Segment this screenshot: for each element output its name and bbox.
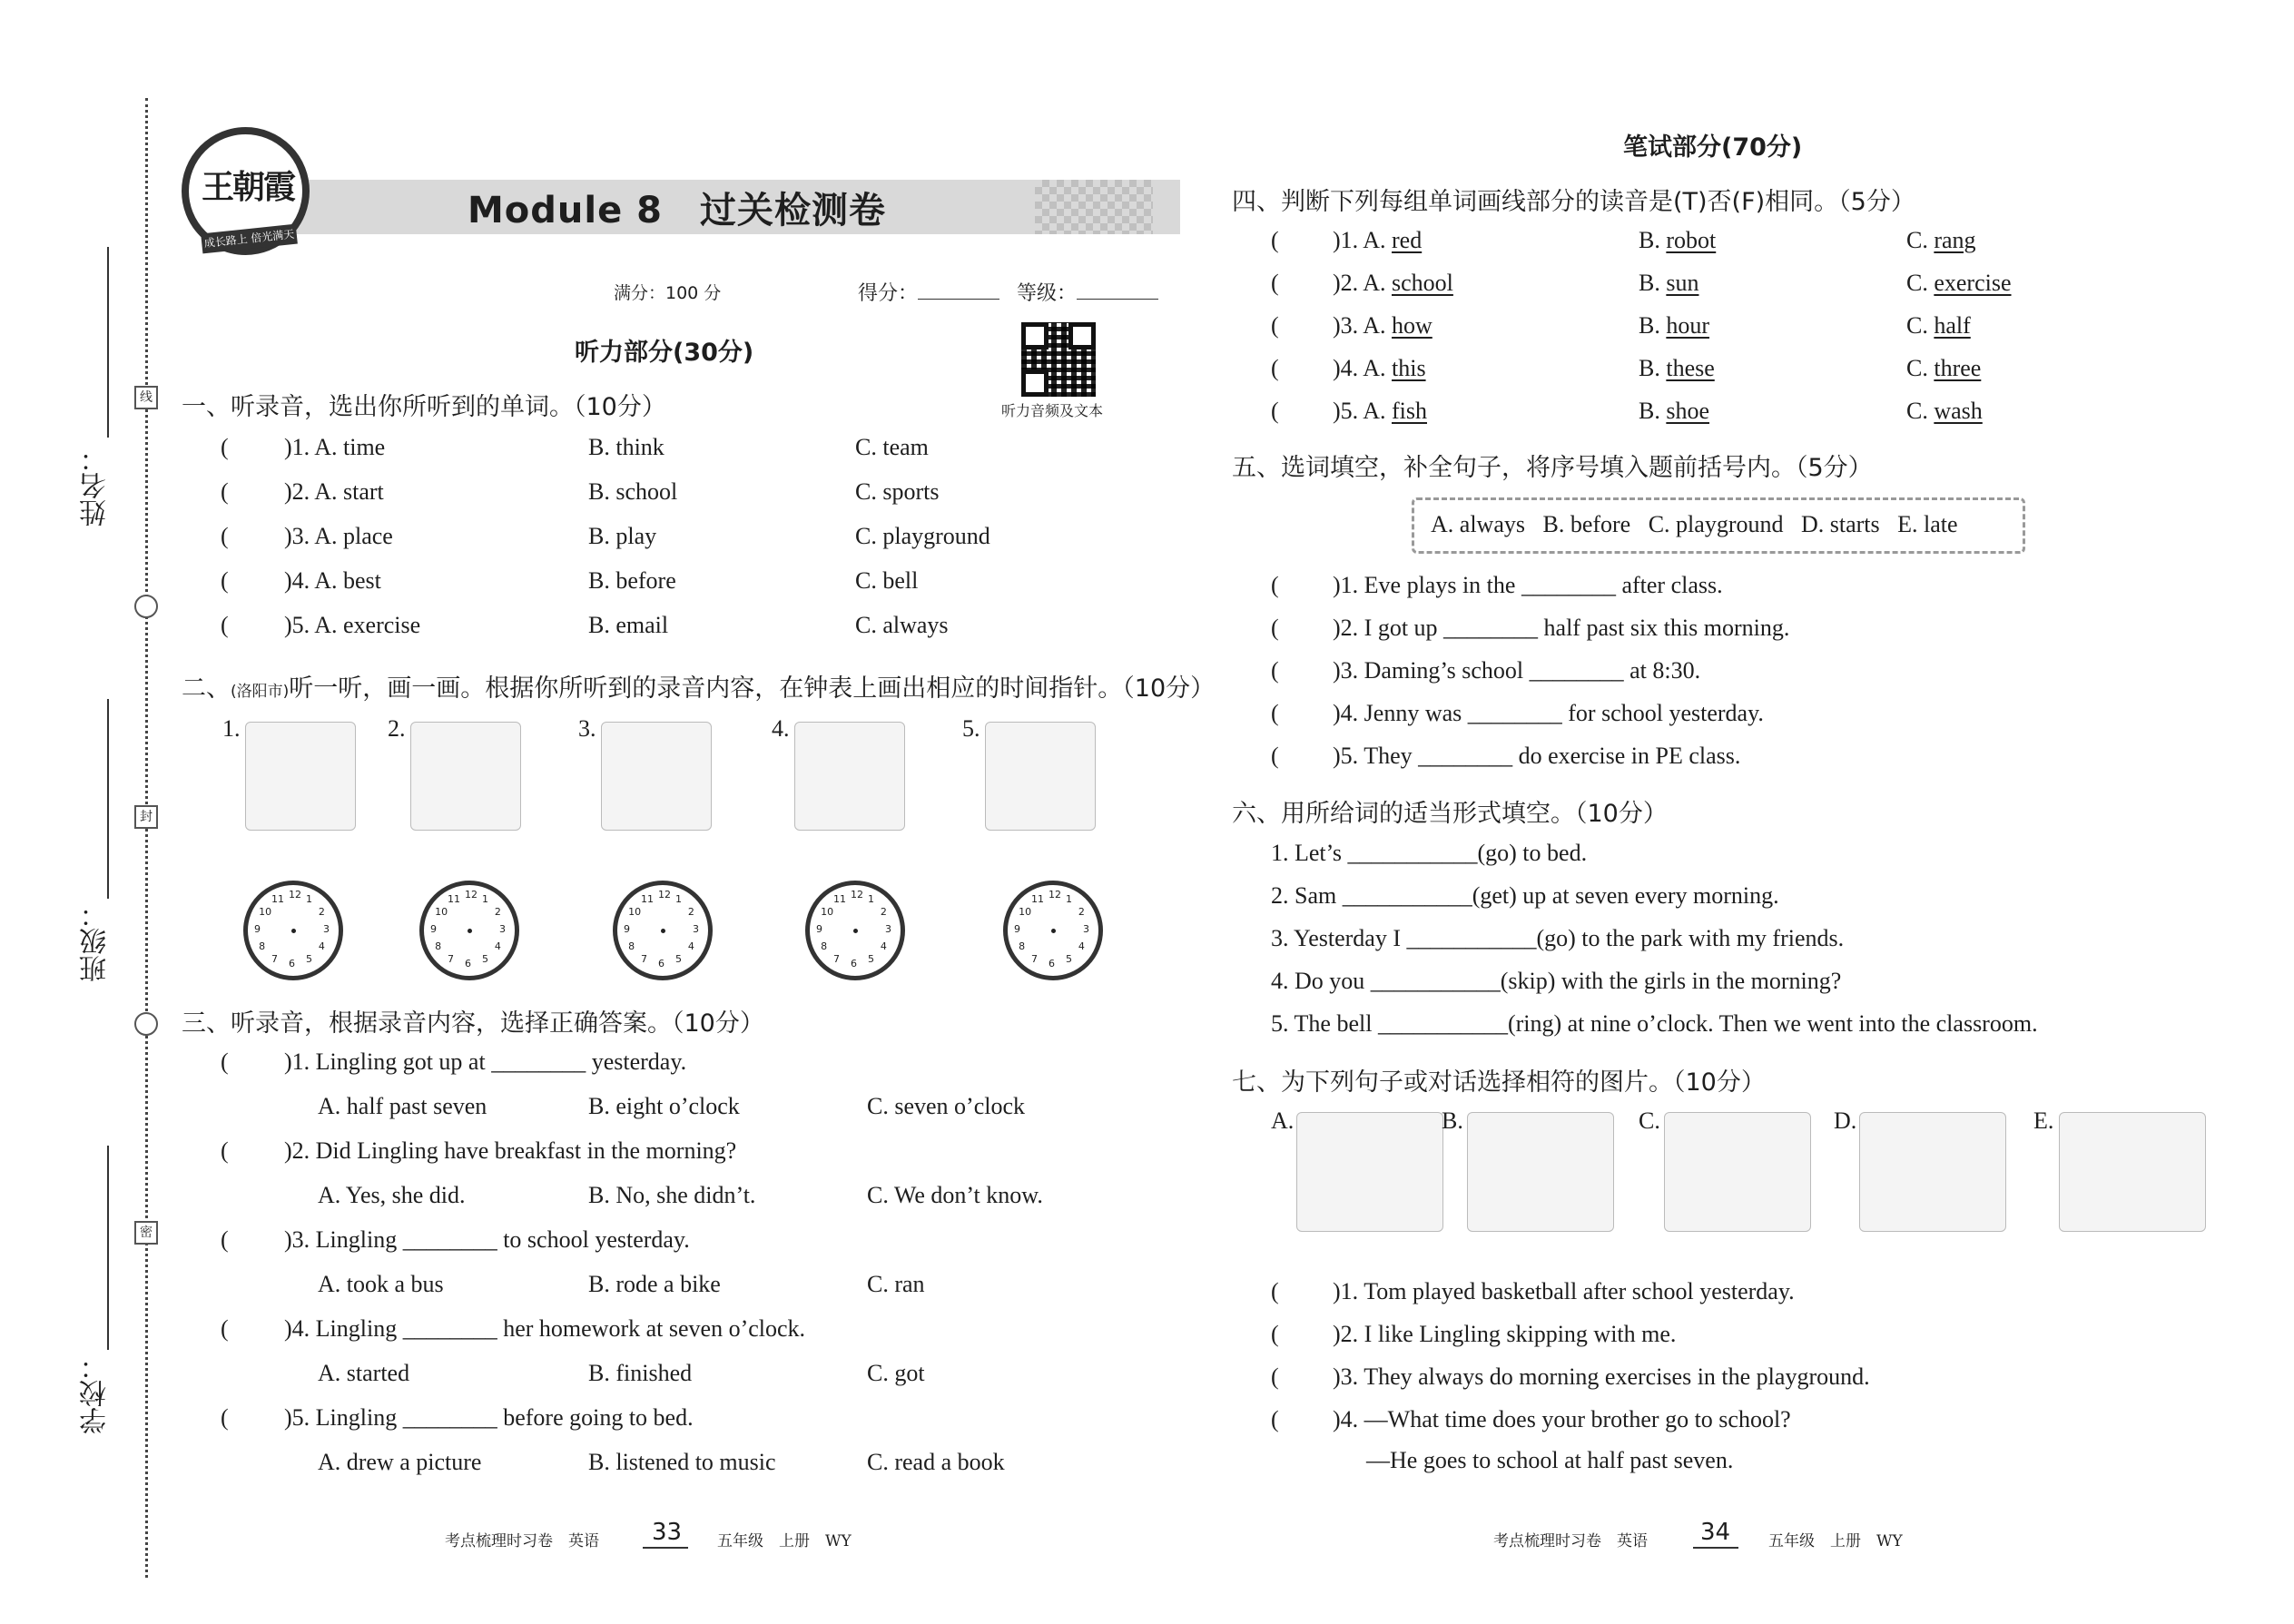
option-b: B. school xyxy=(588,478,678,505)
clock-numeral: 12 xyxy=(658,889,671,901)
option-b: B. before xyxy=(588,567,676,594)
option-c: C. seven o’clock xyxy=(867,1093,1026,1119)
binding-dotted-line xyxy=(145,98,148,1578)
clock-numeral: 12 xyxy=(851,889,863,901)
grade-label: 等级： xyxy=(1017,278,1158,306)
option-illustration xyxy=(1296,1112,1443,1232)
option-b: B. robot xyxy=(1639,227,1717,253)
binding-mark-line: 线 xyxy=(134,386,158,409)
fill-sentence: )2. I got up ________ half past six this morning. xyxy=(1333,615,1790,641)
clock-numeral: 7 xyxy=(641,952,647,965)
clock-numeral: 2 xyxy=(1078,906,1085,918)
clock-numeral: 3 xyxy=(499,923,506,935)
option-c: C. ran xyxy=(867,1271,925,1297)
clock-numeral: 11 xyxy=(448,893,460,906)
clock-face[interactable] xyxy=(1003,881,1103,980)
option-c: C. rang xyxy=(1906,227,1976,253)
clock-numeral: 10 xyxy=(628,906,642,918)
question-option-a: )2. A. school xyxy=(1333,270,1453,296)
clock-numeral: 8 xyxy=(1019,940,1026,952)
question-option-a: )1. A. red xyxy=(1333,227,1423,253)
clock-center xyxy=(661,929,665,933)
logo-motto: 成长路上 倍光满天 xyxy=(201,224,298,254)
picture-number: 1. xyxy=(222,715,241,742)
match-sentence: )4. —What time does your brother go to school? xyxy=(1333,1406,1791,1432)
clock-numeral: 5 xyxy=(675,952,682,965)
option-illustration xyxy=(2059,1112,2206,1232)
clock-numeral: 6 xyxy=(465,958,471,969)
clock-numeral: 10 xyxy=(435,906,448,918)
answer-paren[interactable]: ( xyxy=(1271,657,1279,684)
clock-numeral: 11 xyxy=(833,893,846,906)
word-bank-text: A. always B. before C. playground D. starts E. late xyxy=(1431,511,1958,537)
full-score: 满分：100 分 xyxy=(614,283,722,303)
option-b: B. No, she didn’t. xyxy=(588,1182,756,1208)
clock-numeral: 10 xyxy=(821,906,834,918)
question-option-a: )3. A. place xyxy=(284,523,393,549)
question-text: )2. Did Lingling have breakfast in the morning? xyxy=(284,1137,737,1164)
option-b: B. think xyxy=(588,434,665,460)
answer-paren[interactable]: ( xyxy=(221,612,229,638)
clock-numeral: 10 xyxy=(1019,906,1032,918)
clock-numeral: 9 xyxy=(1014,923,1020,935)
picture-letter: C. xyxy=(1639,1107,1660,1134)
fill-sentence: 2. Sam ___________(get) up at seven every morning. xyxy=(1271,882,1779,909)
clock-numeral: 5 xyxy=(1066,952,1072,965)
picture-number: 5. xyxy=(962,715,980,742)
clock-numeral: 11 xyxy=(641,893,654,906)
section-1-title: 一、听录音，选出你所听到的单词。（10分） xyxy=(182,393,666,421)
option-c: C. playground xyxy=(855,523,990,549)
section-2-title: 二、(洛阳市)听一听，画一画。根据你所听到的录音内容，在钟表上画出相应的时间指针。（10分） xyxy=(182,674,1216,703)
answer-paren[interactable]: ( xyxy=(221,1315,229,1342)
answer-paren[interactable]: ( xyxy=(1271,1363,1279,1390)
clock-numeral: 2 xyxy=(494,906,501,918)
name-label: 姓名： xyxy=(80,445,112,527)
clock-numeral: 6 xyxy=(289,958,295,969)
question-text: )3. Lingling ________ to school yesterday. xyxy=(284,1226,690,1253)
footer-grade-left: 五年级 上册 WY xyxy=(717,1532,852,1550)
option-b: B. listened to music xyxy=(588,1449,776,1475)
picture-letter: B. xyxy=(1442,1107,1463,1134)
scene-illustration xyxy=(410,722,521,831)
answer-paren[interactable]: ( xyxy=(1271,743,1279,769)
question-option-a: )4. A. best xyxy=(284,567,381,594)
section-3-title: 三、听录音，根据录音内容，选择正确答案。（10分） xyxy=(182,1009,764,1038)
option-b: B. hour xyxy=(1639,312,1710,339)
option-a: A. Yes, she did. xyxy=(318,1182,466,1208)
clock-numeral: 5 xyxy=(868,952,874,965)
clock-face[interactable] xyxy=(805,881,905,980)
picture-number: 2. xyxy=(388,715,406,742)
page-number-underline xyxy=(643,1547,688,1549)
clock-center xyxy=(468,929,472,933)
clock-numeral: 2 xyxy=(318,906,325,918)
picture-number: 3. xyxy=(578,715,596,742)
option-c: C. We don’t know. xyxy=(867,1182,1043,1208)
match-sentence: )2. I like Lingling skipping with me. xyxy=(1333,1321,1677,1347)
fill-sentence: 4. Do you ___________(skip) with the girls in the morning? xyxy=(1271,968,1842,994)
clock-face[interactable] xyxy=(243,881,343,980)
option-c: C. bell xyxy=(855,567,919,594)
answer-paren[interactable]: ( xyxy=(221,1404,229,1431)
clock-numeral: 7 xyxy=(448,952,454,965)
question-text: )1. Lingling got up at ________ yesterday. xyxy=(284,1048,687,1075)
logo-text: 王朝霞 xyxy=(202,168,295,206)
question-option-a: )4. A. this xyxy=(1333,355,1426,381)
clock-numeral: 4 xyxy=(494,940,501,952)
answer-paren[interactable]: ( xyxy=(221,434,229,460)
clock-center xyxy=(291,929,296,933)
picture-letter: E. xyxy=(2033,1107,2054,1134)
qr-code[interactable] xyxy=(1021,322,1096,397)
option-a: A. started xyxy=(318,1360,410,1386)
match-sentence: )1. Tom played basketball after school yesterday. xyxy=(1333,1278,1795,1304)
clock-numeral: 12 xyxy=(1049,889,1061,901)
picture-letter: D. xyxy=(1834,1107,1857,1134)
answer-paren[interactable]: ( xyxy=(1271,398,1279,424)
answer-paren[interactable]: ( xyxy=(221,567,229,594)
clock-numeral: 6 xyxy=(1049,958,1055,969)
match-sentence: )3. They always do morning exercises in the playground. xyxy=(1333,1363,1870,1390)
answer-paren[interactable]: ( xyxy=(1271,355,1279,381)
binding-mark-secret: 密 xyxy=(134,1221,158,1245)
option-b: B. email xyxy=(588,612,669,638)
page-number-right: 34 xyxy=(1700,1519,1731,1546)
fill-sentence: 5. The bell ___________(ring) at nine o’clock. Then we went into the classroom. xyxy=(1271,1010,2038,1037)
option-illustration xyxy=(1859,1112,2006,1232)
clock-numeral: 11 xyxy=(271,893,284,906)
clock-numeral: 9 xyxy=(430,923,437,935)
clock-numeral: 6 xyxy=(658,958,665,969)
clock-numeral: 7 xyxy=(1031,952,1038,965)
answer-paren[interactable]: ( xyxy=(221,1048,229,1075)
clock-numeral: 4 xyxy=(687,940,694,952)
clock-numeral: 3 xyxy=(885,923,891,935)
scene-illustration xyxy=(245,722,356,831)
clock-numeral: 8 xyxy=(435,940,442,952)
clock-numeral: 5 xyxy=(482,952,488,965)
option-b: B. rode a bike xyxy=(588,1271,721,1297)
question-text: )5. Lingling ________ before going to bed. xyxy=(284,1404,694,1431)
school-line xyxy=(107,1146,109,1350)
clock-numeral: 10 xyxy=(259,906,272,918)
question-option-a: )1. A. time xyxy=(284,434,386,460)
clock-numeral: 1 xyxy=(1066,893,1072,906)
option-b: B. eight o’clock xyxy=(588,1093,740,1119)
clock-numeral: 3 xyxy=(1083,923,1089,935)
option-b: B. sun xyxy=(1639,270,1699,296)
clock-numeral: 9 xyxy=(254,923,261,935)
fill-sentence: )1. Eve plays in the ________ after class. xyxy=(1333,572,1723,598)
option-illustration xyxy=(1467,1112,1614,1232)
clock-numeral: 6 xyxy=(851,958,857,969)
qr-caption: 听力音频及文本 xyxy=(1001,402,1104,419)
score-label: 得分： xyxy=(858,278,999,306)
clock-numeral: 9 xyxy=(816,923,822,935)
question-text: )4. Lingling ________ her homework at seven o’clock. xyxy=(284,1315,806,1342)
class-line xyxy=(107,699,109,899)
scene-illustration xyxy=(601,722,712,831)
option-illustration xyxy=(1664,1112,1811,1232)
page-number-left: 33 xyxy=(652,1519,683,1546)
clock-numeral: 7 xyxy=(271,952,278,965)
option-c: C. team xyxy=(855,434,929,460)
question-option-a: )2. A. start xyxy=(284,478,384,505)
fill-sentence: )4. Jenny was ________ for school yesterday. xyxy=(1333,700,1764,726)
answer-paren[interactable]: ( xyxy=(1271,1321,1279,1347)
clock-numeral: 1 xyxy=(675,893,682,906)
clock-numeral: 8 xyxy=(259,940,266,952)
class-label: 班级： xyxy=(80,901,112,982)
picture-letter: A. xyxy=(1271,1107,1295,1134)
option-b: B. shoe xyxy=(1639,398,1710,424)
option-c: C. always xyxy=(855,612,949,638)
option-c: C. sports xyxy=(855,478,940,505)
clock-numeral: 11 xyxy=(1031,893,1044,906)
answer-paren[interactable]: ( xyxy=(1271,312,1279,339)
option-a: A. took a bus xyxy=(318,1271,444,1297)
clock-numeral: 12 xyxy=(289,889,301,901)
binding-hole xyxy=(134,595,158,618)
option-c: C. got xyxy=(867,1360,925,1386)
fill-sentence: 1. Let’s ___________(go) to bed. xyxy=(1271,840,1588,866)
clock-numeral: 1 xyxy=(482,893,488,906)
fill-sentence: )5. They ________ do exercise in PE class. xyxy=(1333,743,1741,769)
clock-numeral: 8 xyxy=(821,940,828,952)
clock-face[interactable] xyxy=(419,881,519,980)
title-banner-pattern xyxy=(1035,180,1153,234)
clock-numeral: 1 xyxy=(306,893,312,906)
scene-illustration xyxy=(985,722,1096,831)
clock-numeral: 2 xyxy=(687,906,694,918)
section-6-title: 六、用所给词的适当形式填空。（10分） xyxy=(1232,800,1668,828)
fill-sentence: )3. Daming’s school ________ at 8:30. xyxy=(1333,657,1701,684)
option-c: C. half xyxy=(1906,312,1971,339)
clock-numeral: 9 xyxy=(624,923,630,935)
school-label: 学校： xyxy=(80,1353,112,1434)
clock-numeral: 5 xyxy=(306,952,312,965)
answer-paren[interactable]: ( xyxy=(1271,1278,1279,1304)
option-c: C. wash xyxy=(1906,398,1983,424)
clock-numeral: 2 xyxy=(880,906,887,918)
answer-paren[interactable]: ( xyxy=(1271,227,1279,253)
clock-face[interactable] xyxy=(613,881,713,980)
answer-paren[interactable]: ( xyxy=(1271,270,1279,296)
scene-illustration xyxy=(794,722,905,831)
listening-heading: 听力部分(30分) xyxy=(575,339,754,367)
option-a: A. half past seven xyxy=(318,1093,487,1119)
picture-number: 4. xyxy=(772,715,790,742)
option-b: B. these xyxy=(1639,355,1715,381)
binding-hole xyxy=(134,1012,158,1036)
answer-paren[interactable]: ( xyxy=(221,478,229,505)
page-number-underline xyxy=(1693,1547,1738,1549)
answer-paren[interactable]: ( xyxy=(1271,615,1279,641)
clock-center xyxy=(1051,929,1056,933)
answer-paren[interactable]: ( xyxy=(1271,700,1279,726)
dialogue-answer-line: —He goes to school at half past seven. xyxy=(1366,1447,1734,1473)
clock-numeral: 3 xyxy=(323,923,330,935)
option-c: C. three xyxy=(1906,355,1982,381)
option-a: A. drew a picture xyxy=(318,1449,482,1475)
section-7-title: 七、为下列句子或对话选择相符的图片。（10分） xyxy=(1232,1068,1766,1097)
answer-paren[interactable]: ( xyxy=(1271,572,1279,598)
clock-numeral: 8 xyxy=(628,940,635,952)
answer-paren[interactable]: ( xyxy=(221,1137,229,1164)
option-c: C. exercise xyxy=(1906,270,2012,296)
section-4-title: 四、判断下列每组单词画线部分的读音是(T)否(F)相同。（5分） xyxy=(1232,188,1915,216)
answer-paren[interactable]: ( xyxy=(221,523,229,549)
clock-numeral: 1 xyxy=(868,893,874,906)
clock-numeral: 4 xyxy=(318,940,325,952)
clock-numeral: 7 xyxy=(833,952,840,965)
footer-book-left: 考点梳理时习卷 英语 xyxy=(445,1532,599,1550)
clock-numeral: 3 xyxy=(693,923,699,935)
section-5-title: 五、选词填空，补全句子，将序号填入题前括号内。（5分） xyxy=(1232,454,1873,482)
footer-grade-right: 五年级 上册 WY xyxy=(1768,1532,1903,1550)
binding-mark-seal: 封 xyxy=(134,805,158,829)
answer-paren[interactable]: ( xyxy=(221,1226,229,1253)
clock-center xyxy=(853,929,858,933)
word-bank xyxy=(1412,497,2025,554)
question-option-a: )5. A. exercise xyxy=(284,612,421,638)
clock-numeral: 4 xyxy=(1078,940,1085,952)
question-option-a: )3. A. how xyxy=(1333,312,1433,339)
clock-numeral: 4 xyxy=(880,940,887,952)
clock-numeral: 12 xyxy=(465,889,478,901)
answer-paren[interactable]: ( xyxy=(1271,1406,1279,1432)
fill-sentence: 3. Yesterday I ___________(go) to the park with my friends. xyxy=(1271,925,1845,951)
option-b: B. play xyxy=(588,523,657,549)
footer-book-right: 考点梳理时习卷 英语 xyxy=(1493,1532,1648,1550)
option-b: B. finished xyxy=(588,1360,693,1386)
written-heading: 笔试部分(70分) xyxy=(1623,133,1803,162)
question-option-a: )5. A. fish xyxy=(1333,398,1427,424)
option-c: C. read a book xyxy=(867,1449,1005,1475)
page-title: Module 8 过关检测卷 xyxy=(468,190,886,231)
name-line xyxy=(107,247,109,438)
